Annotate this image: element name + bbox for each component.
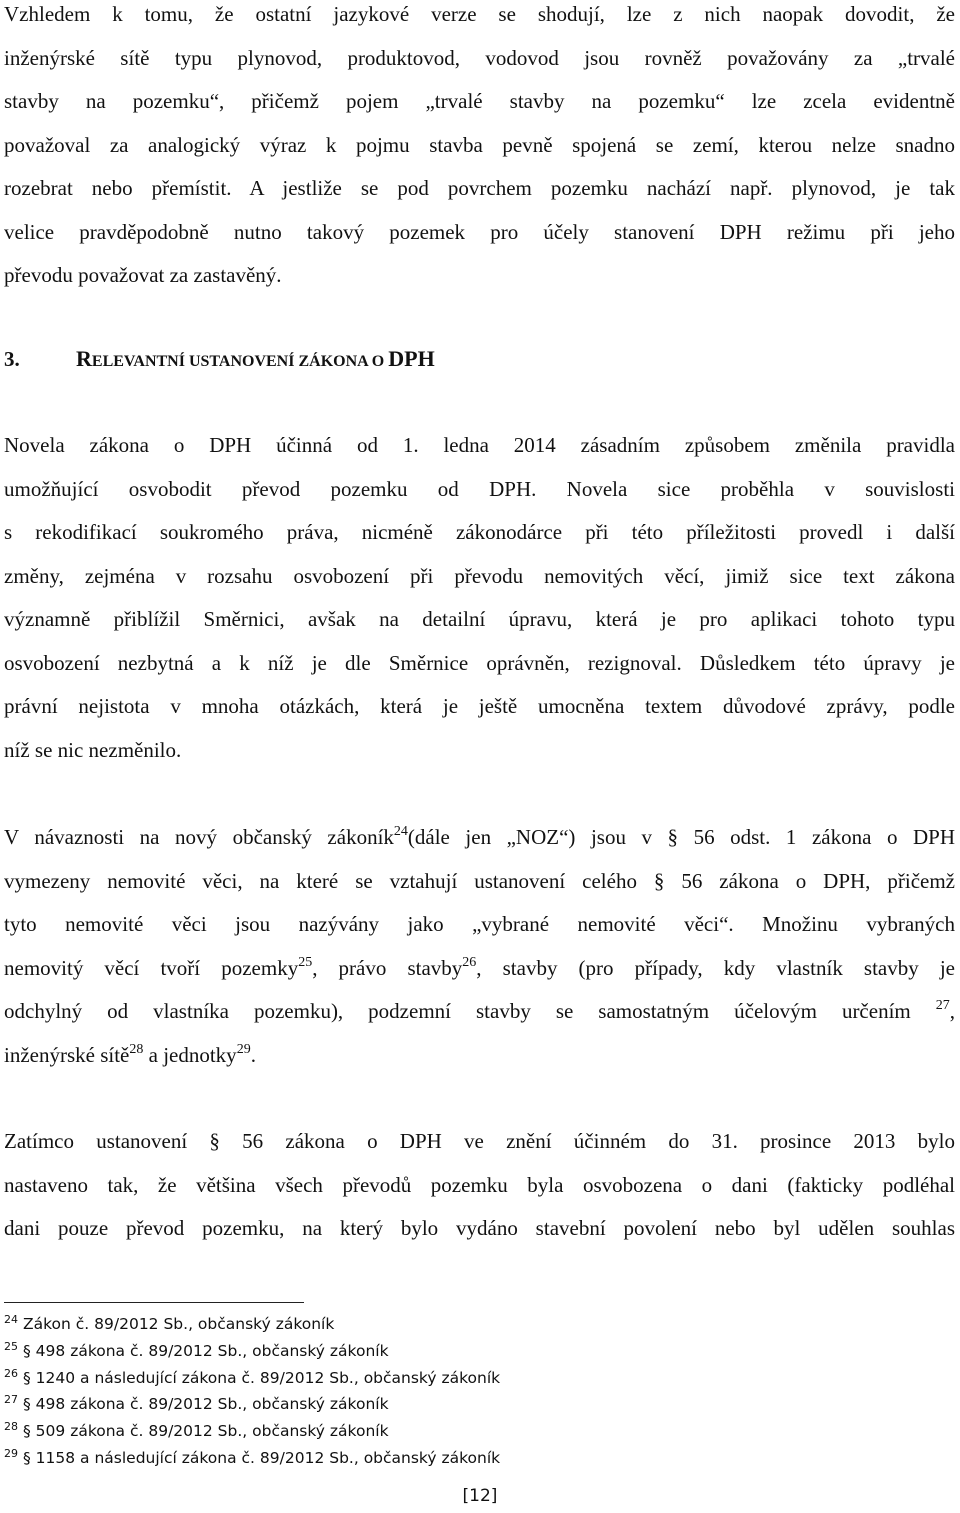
- paragraph-line: považoval za analogický výraz k pojmu stavba pevně spojená se zemí, kterou nelze snadno: [4, 132, 955, 157]
- footnote-item: [4, 1446, 500, 1473]
- paragraph-line: velice pravděpodobně nutno takový pozemek pro účely stanovení DPH režimu při jeho: [4, 219, 955, 244]
- paragraph-line: [4, 990, 955, 1034]
- paragraph-2: [4, 424, 955, 772]
- footnote-item: [4, 1312, 500, 1339]
- paragraph-line: tyto nemovité věci jsou nazývány jako „vybrané nemovité věci“. Množinu vybraných: [4, 912, 955, 936]
- footnote-text: § 498 zákona č. 89/2012 Sb., občanský zákoník: [23, 1395, 389, 1414]
- footnote-item: [4, 1366, 500, 1393]
- footnote-number: 29: [4, 1446, 18, 1460]
- footnote-text: § 509 zákona č. 89/2012 Sb., občanský zákoník: [23, 1422, 389, 1441]
- footnote-number: 25: [4, 1339, 18, 1353]
- paragraph-line: [4, 1034, 955, 1078]
- paragraph-line: stavby na pozemku“, přičemž pojem „trvalé stavby na pozemku“ lze zcela evidentně: [4, 89, 955, 113]
- paragraph-line: osvobození nezbytná a k níž je dle Směrnice oprávněn, rezignoval. Důsledkem této úpravy je: [4, 650, 955, 675]
- paragraph-line: rozebrat nebo přemístit. A jestliže se pod povrchem pozemku nachází např. plynovod, je tak: [4, 176, 955, 200]
- paragraph-line: nastaveno tak, že většina všech převodů pozemku byla osvobozena o dani (fakticky podléhal: [4, 1172, 955, 1197]
- footnote-ref[interactable]: 25: [298, 954, 313, 970]
- footnote-item: [4, 1419, 500, 1446]
- footnote-ref[interactable]: 24: [393, 824, 408, 839]
- paragraph-3: [4, 816, 955, 1077]
- text-run: nemovitý věcí tvoří pozemky: [4, 955, 299, 980]
- paragraph-line: s rekodifikací soukromého práva, nicméně zákonodárce při této příležitosti provedl i další: [4, 520, 955, 544]
- footnote-ref[interactable]: 27: [935, 998, 950, 1013]
- paragraph-4: [4, 1120, 955, 1251]
- paragraph-line: Vzhledem k tomu, že ostatní jazykové verze se shodují, lze z nich naopak dovodit, že: [4, 2, 955, 26]
- paragraph-line: [4, 816, 955, 860]
- paragraph-line: níž se nic nezměnilo.: [4, 737, 182, 762]
- paragraph-line: Novela zákona o DPH účinná od 1. ledna 2014 zásadním způsobem změnila pravidla: [4, 433, 955, 457]
- footnote-ref[interactable]: 26: [462, 954, 477, 970]
- section-title-smallcaps: ELEVANTNÍ USTANOVENÍ ZÁKONA O: [91, 353, 389, 370]
- footnote-number: 24: [4, 1313, 18, 1326]
- section-heading: [4, 341, 435, 380]
- footnote-text: § 1240 a následující zákona č. 89/2012 Sb., občanský zákoník: [23, 1368, 501, 1387]
- section-title-initial: R: [76, 346, 92, 371]
- footnote-item: [4, 1392, 500, 1419]
- paragraph-line: inženýrské sítě typu plynovod, produktovod, vodovod jsou rovněž považovány za „trvalé: [4, 45, 955, 70]
- paragraph-1: [4, 0, 955, 298]
- paragraph-line: změny, zejména v rozsahu osvobození při převodu nemovitých věcí, jimiž sice text zákona: [4, 563, 955, 588]
- text-run: .: [250, 1042, 256, 1067]
- text-run: ,: [949, 999, 955, 1023]
- footnote-separator: [4, 1302, 304, 1303]
- footnote-ref[interactable]: 28: [129, 1041, 144, 1057]
- section-number: 3.: [4, 347, 20, 371]
- paragraph-line: vymezeny nemovité věci, na které se vztahují ustanovení celého § 56 zákona o DPH, přičemž: [4, 868, 955, 893]
- paragraph-line: dani pouze převod pozemku, na který bylo vydáno stavební povolení nebo byl udělen souhlas: [4, 1216, 955, 1240]
- footnote-number: 28: [4, 1420, 18, 1434]
- paragraph-line: [4, 947, 955, 991]
- page-number: [12]: [462, 1486, 498, 1506]
- footnote-text: § 1158 a následující zákona č. 89/2012 Sb., občanský zákoník: [23, 1448, 501, 1467]
- text-run: V návaznosti na nový občanský zákoník: [4, 825, 394, 849]
- section-title-end: DPH: [388, 346, 435, 371]
- footnote-text: Zákon č. 89/2012 Sb., občanský zákoník: [23, 1315, 335, 1333]
- footnote-item: [4, 1339, 500, 1366]
- text-run: inženýrské sítě: [4, 1042, 130, 1067]
- paragraph-line: Zatímco ustanovení § 56 zákona o DPH ve znění účinném do 31. prosince 2013 bylo: [4, 1129, 955, 1153]
- footnote-number: 26: [4, 1366, 18, 1380]
- footnote-ref[interactable]: 29: [236, 1041, 251, 1057]
- paragraph-line: významně přiblížil Směrnici, avšak na detailní úpravu, která je pro aplikaci tohoto typu: [4, 607, 955, 631]
- text-run: , stavby (pro případy, kdy vlastník stavby je: [476, 955, 955, 980]
- paragraph-line: převodu považovat za zastavěný.: [4, 263, 282, 287]
- footnote-number: 27: [4, 1393, 18, 1407]
- text-run: (dále jen „NOZ“) jsou v § 56 odst. 1 zákona o DPH: [407, 825, 956, 849]
- footnotes-list: [4, 1312, 500, 1473]
- paragraph-line: právní nejistota v mnoha otázkách, která je ještě umocněna textem důvodové zprávy, podle: [4, 694, 955, 718]
- footnote-text: § 498 zákona č. 89/2012 Sb., občanský zákoník: [23, 1341, 389, 1360]
- paragraph-line: umožňující osvobodit převod pozemku od DPH. Novela sice proběhla v souvislosti: [4, 476, 955, 501]
- text-run: , právo stavby: [312, 955, 463, 980]
- text-run: a jednotky: [143, 1042, 237, 1067]
- text-run: odchylný od vlastníka pozemku), podzemní stavby se samostatným účelovým určením: [4, 999, 911, 1023]
